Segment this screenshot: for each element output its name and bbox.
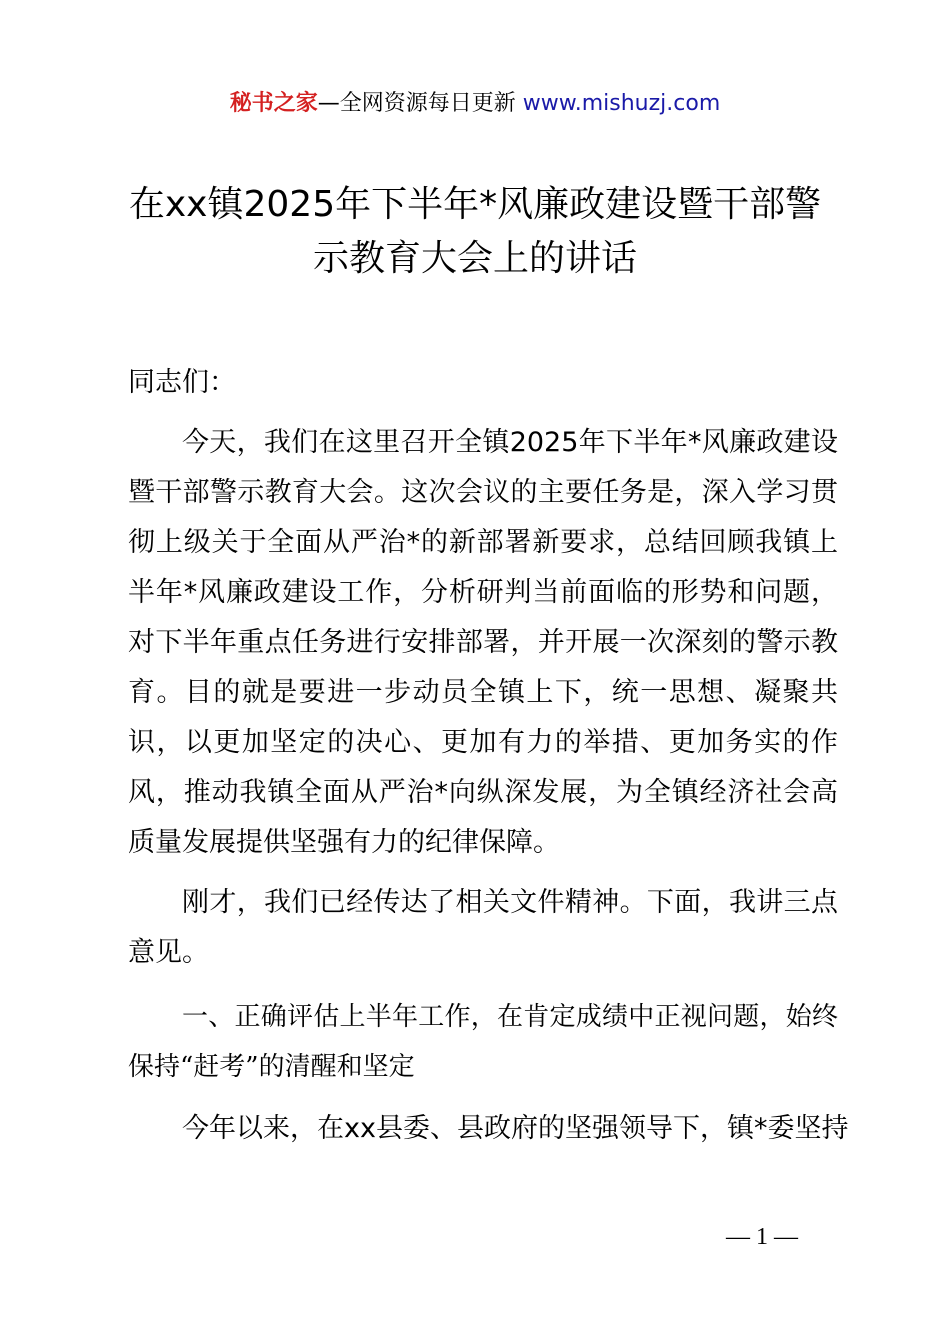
body-paragraph-2: 刚才，我们已经传达了相关文件精神。下面，我讲三点意见。 [128,887,838,968]
header-banner [0,88,950,120]
website-link[interactable]: www.mishuzj.com [522,91,721,116]
title-line-1: 在xx镇2025年下半年*风廉政建设暨干部警 [128,184,822,225]
section-heading-1: 一、正确评估上半年工作，在肯定成绩中正视问题，始终保持“赶考”的清醒和坚定 [128,1002,838,1082]
title-line-2: 示教育大会上的讲话 [312,238,637,279]
document-title [80,178,870,286]
body-paragraph-1: 今天，我们在这里召开全镇2025年下半年*风廉政建设暨干部警示教育大会。这次会议的主要任务是，深入学习贯彻上级关于全面从严治*的新部署新要求，总结回顾我镇上半年*风廉政建设工作，分析研判当前面临的形势和问题，对下半年重点任务进行安排部署，并开展一次深刻的警示教育。目的就是要进一步动员全镇上下，统一思想、凝聚共识，以更加坚定的决心、更加有力的举措、更加务实的作风，推动我镇全面从严治*向纵深发展，为全镇经济社会高质量发展提供坚强有力的纪律保障。 [128,427,838,858]
salutation: 同志们： [128,367,236,398]
banner-tagline: —全网资源每日更新 [317,91,523,116]
brand-name: 秘书之家 [229,91,318,116]
body-paragraph-3: 今年以来，在xx县委、县政府的坚强领导下，镇*委坚持 [182,1113,849,1144]
page-number: — 1 — [726,1224,798,1250]
